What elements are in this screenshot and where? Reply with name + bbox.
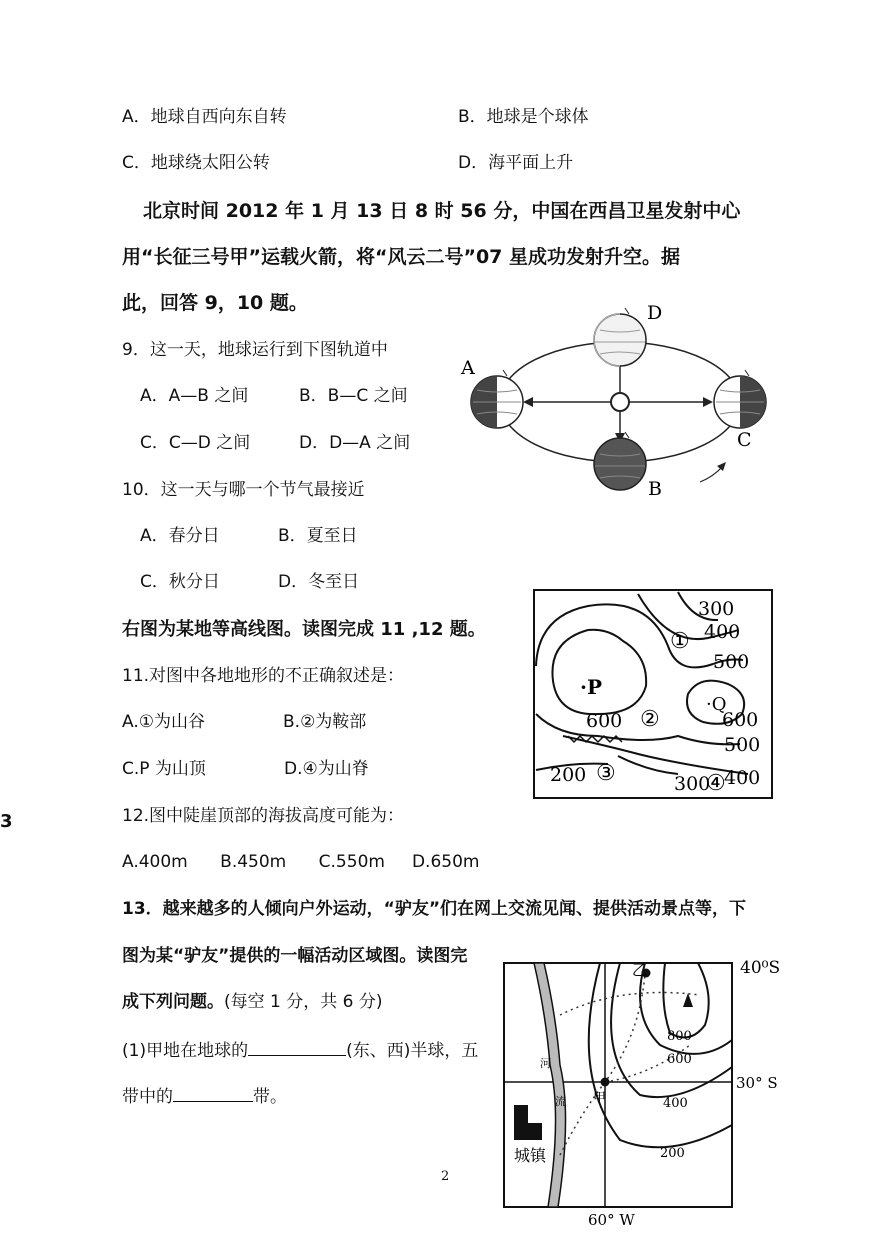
q13-sub1-line1	[122, 1039, 478, 1061]
contour-label-200: 200	[660, 1146, 685, 1161]
q8-option-d: D．海平面上升	[458, 153, 574, 173]
town-label: 城镇	[514, 1146, 547, 1165]
direction-arrow-icon	[700, 466, 723, 482]
activity-region-map	[500, 955, 790, 1230]
orbit-label-d: D	[647, 302, 663, 324]
orbit-label-a: A	[461, 357, 475, 379]
q9-option-a: A．A—B 之间	[140, 386, 249, 406]
hemisphere-blank[interactable]	[248, 1039, 346, 1056]
q8-option-c: C．地球绕太阳公转	[122, 153, 270, 173]
marker-1: ①	[670, 629, 690, 654]
q13-sub1-part-c: 带中的	[122, 1087, 173, 1107]
q13-sub1-line2	[122, 1085, 287, 1107]
q10-stem: 10．这一天与哪一个节气最接近	[122, 480, 365, 500]
contour-label-400: 400	[663, 1096, 688, 1111]
q9-option-b: B．B—C 之间	[299, 386, 408, 406]
intro-9-10-line1: 北京时间 2012 年 1 月 13 日 8 时 56 分，中国在西昌卫星发射中心	[143, 200, 741, 222]
q11-stem: 11.对图中各地地形的不正确叙述是：	[122, 666, 405, 686]
marker-4: ④	[706, 771, 726, 796]
earth-c-icon	[714, 370, 766, 428]
river-label-1: 河	[540, 1057, 551, 1070]
q13-line3-bold: 成下列问题。	[122, 992, 224, 1012]
contour-label-300a: 300	[698, 598, 735, 620]
intro-9-10-line3: 此，回答 9，10 题。	[122, 292, 308, 314]
earth-a-icon	[471, 370, 523, 428]
contour-label-200: 200	[550, 764, 587, 786]
marker-2: ②	[640, 707, 660, 732]
point-p-label: ·P	[580, 675, 603, 699]
point-jia-marker	[601, 1078, 610, 1087]
orbit-diagram	[455, 302, 785, 502]
river-label-2: 流	[555, 1095, 566, 1108]
earth-b-icon	[594, 432, 646, 490]
q12-options: A.400m B.450m C.550m D.650m	[122, 852, 480, 872]
orbit-label-b: B	[648, 478, 662, 500]
contour-label-600a: 600	[586, 710, 623, 732]
contour-label-300b: 300	[674, 773, 711, 795]
label-jia: 甲	[593, 1091, 607, 1106]
zone-blank[interactable]	[173, 1085, 253, 1102]
earth-d-icon	[594, 308, 646, 366]
q11-option-d: D.④为山脊	[284, 759, 369, 779]
q13-line2: 图为某“驴友”提供的一幅活动区域图。读图完	[122, 946, 468, 966]
marker-3: ③	[596, 761, 616, 786]
intro-9-10-line2: 用“长征三号甲”运载火箭，将“风云二号”07 星成功发射升空。据	[122, 246, 681, 268]
contour-label-800: 800	[667, 1029, 692, 1044]
q13-line1: 13．越来越多的人倾向户外运动，“驴友”们在网上交流见闻、提供活动景点等，下	[122, 899, 747, 919]
q10-option-b: B．夏至日	[278, 526, 358, 546]
point-q-label: ·Q	[706, 694, 727, 715]
page-number: 2	[441, 1169, 450, 1184]
latitude-30s-label: 30° S	[736, 1074, 778, 1092]
q13-sub1-part-d: 带。	[253, 1087, 287, 1107]
q13-line3-rest: (每空 1 分，共 6 分)	[224, 992, 383, 1012]
q10-option-c: C．秋分日	[140, 572, 220, 592]
contour-label-600b: 600	[722, 709, 759, 731]
q11-option-c: C.P 为山顶	[122, 759, 206, 779]
sun-icon	[611, 393, 629, 411]
q10-option-d: D．冬至日	[278, 572, 360, 592]
q13-sub1-part-a: (1)甲地在地球的	[122, 1041, 249, 1061]
q11-option-b: B.②为鞍部	[283, 712, 367, 732]
town-icon	[514, 1105, 528, 1140]
margin-mark: 3	[0, 811, 13, 832]
q9-stem: 9．这一天，地球运行到下图轨道中	[122, 340, 388, 360]
q11-option-a: A.①为山谷	[122, 712, 205, 732]
contour-label-400a: 400	[704, 621, 741, 643]
q13-line3	[122, 992, 383, 1012]
q9-option-d: D．D—A 之间	[299, 433, 411, 453]
q9-option-c: C．C—D 之间	[140, 433, 251, 453]
contour-label-400b: 400	[724, 767, 761, 789]
contour-label-600: 600	[667, 1052, 692, 1067]
q13-sub1-part-b: (东、西)半球，五	[346, 1041, 479, 1061]
longitude-60w-label: 60° W	[588, 1211, 635, 1229]
contour-label-500b: 500	[724, 734, 761, 756]
contour-label-500a: 500	[713, 651, 750, 673]
latitude-40s-label: 40⁰S	[740, 958, 781, 978]
q10-option-a: A．春分日	[140, 526, 220, 546]
q8-option-b: B．地球是个球体	[458, 107, 589, 127]
contour-map	[528, 586, 778, 802]
label-yi: 乙	[632, 961, 648, 979]
intro-11-12: 右图为某地等高线图。读图完成 11 ,12 题。	[122, 619, 486, 640]
q8-option-a: A．地球自西向东自转	[122, 107, 287, 127]
q12-stem: 12.图中陡崖顶部的海拔高度可能为：	[122, 806, 405, 826]
orbit-label-c: C	[737, 429, 752, 451]
